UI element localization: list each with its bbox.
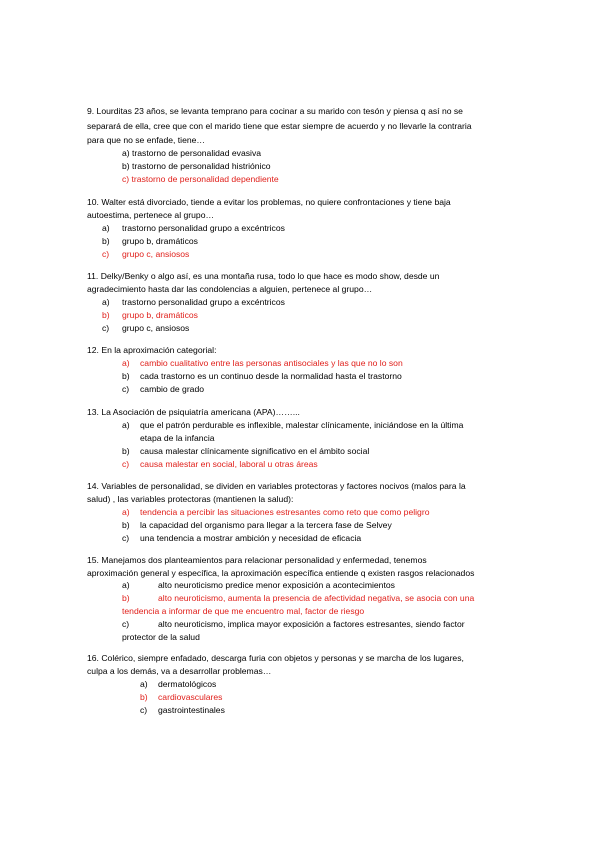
- option-c-continued: protector de la salud: [122, 632, 200, 642]
- option-letter: b): [122, 593, 130, 603]
- option-letter: a): [122, 420, 130, 430]
- option-b-continued: tendencia a informar de que me encuentro mal, factor de riesgo: [122, 606, 365, 616]
- option-letter: c): [140, 705, 148, 715]
- option-letter: a): [102, 223, 110, 233]
- option-a: trastorno personalidad grupo a excéntricos: [122, 223, 285, 233]
- question-text: culpa a los demás, va a desarrollar problemas…: [87, 666, 272, 676]
- option-letter: b): [102, 236, 110, 246]
- question-text: 14. Variables de personalidad, se dividen en variables protectoras y factores nocivos (malos para la: [87, 481, 466, 491]
- option-b-correct: alto neuroticismo, aumenta la presencia de afectividad negativa, se asocia con una: [158, 593, 475, 603]
- option-letter: b): [122, 446, 130, 456]
- option-letter: b): [122, 520, 130, 530]
- option-a-correct: tendencia a percibir las situaciones estresantes como reto que como peligro: [140, 507, 430, 517]
- option-a: que el patrón perdurable es inflexible, malestar clínicamente, iniciándose en la última: [140, 420, 464, 430]
- option-letter: c): [122, 619, 130, 629]
- question-text: 12. En la aproximación categorial:: [87, 345, 217, 355]
- option-c: cambio de grado: [140, 384, 205, 394]
- option-b: cada trastorno es un continuo desde la normalidad hasta el trastorno: [140, 371, 402, 381]
- option-letter: c): [102, 249, 110, 259]
- option-letter: a): [122, 580, 130, 590]
- question-text: separará de ella, cree que con el marido tiene que estar siempre de acuerdo y no llevarle la contraria: [87, 121, 472, 131]
- option-letter: c): [122, 384, 130, 394]
- option-c: grupo c, ansiosos: [122, 323, 190, 333]
- question-text: agradecimiento hasta dar las condolencias a alguien, pertenece al grupo…: [87, 284, 373, 294]
- option-a-correct: cambio cualitativo entre las personas antisociales y las que no lo son: [140, 358, 403, 368]
- option-c-correct: causa malestar en social, laboral u otras áreas: [140, 459, 318, 469]
- option-letter: a): [122, 507, 130, 517]
- option-letter: a): [122, 358, 130, 368]
- option-b: la capacidad del organismo para llegar a la tercera fase de Selvey: [140, 520, 392, 530]
- option-letter: a): [102, 297, 110, 307]
- question-text: para que no se enfade, tiene…: [87, 135, 206, 145]
- option-letter: b): [102, 310, 110, 320]
- option-a: dermatológicos: [158, 679, 217, 689]
- option-c: gastrointestinales: [158, 705, 225, 715]
- question-text: aproximación general y específica, la aproximación específica entiende q existen rasgos relacionados: [87, 568, 475, 578]
- question-text: 15. Manejamos dos planteamientos para relacionar personalidad y enfermedad, tenemos: [87, 555, 427, 565]
- option-a: trastorno personalidad grupo a excéntricos: [122, 297, 285, 307]
- option-letter: c): [122, 533, 130, 543]
- option-c-correct: grupo c, ansiosos: [122, 249, 190, 259]
- option-b: grupo b, dramáticos: [122, 236, 198, 246]
- option-letter: a): [140, 679, 148, 689]
- question-text: autoestima, pertenece al grupo…: [87, 210, 215, 220]
- option-letter: c): [102, 323, 110, 333]
- option-b-correct: cardiovasculares: [158, 692, 223, 702]
- question-text: 11. Delky/Benky o algo así, es una montaña rusa, todo lo que hace es modo show, desde un: [87, 271, 440, 281]
- option-a: alto neuroticismo predice menor exposición a acontecimientos: [158, 580, 395, 590]
- question-text: 9. Lourditas 23 años, se levanta temprano para cocinar a su marido con tesón y piensa q así no se: [87, 106, 463, 116]
- option-letter: b): [122, 371, 130, 381]
- question-text: 13. La Asociación de psiquiatría americana (APA)……...: [87, 407, 300, 417]
- option-b-correct: grupo b, dramáticos: [122, 310, 198, 320]
- option-b: b) trastorno de personalidad histriónico: [122, 161, 271, 171]
- option-a-continued: etapa de la infancia: [140, 433, 215, 443]
- option-letter: b): [140, 692, 148, 702]
- option-c: alto neuroticismo, implica mayor exposición a factores estresantes, siendo factor: [158, 619, 465, 629]
- option-c-correct: c) trastorno de personalidad dependiente: [122, 174, 279, 184]
- question-text: salud) , las variables protectoras (mantienen la salud):: [87, 494, 294, 504]
- option-c: una tendencia a mostrar ambición y necesidad de eficacia: [140, 533, 362, 543]
- option-b: causa malestar clínicamente significativo en el ámbito social: [140, 446, 370, 456]
- question-text: 16. Colérico, siempre enfadado, descarga furia con objetos y personas y se marcha de los lugares,: [87, 653, 464, 663]
- option-a: a) trastorno de personalidad evasiva: [122, 148, 262, 158]
- question-text: 10. Walter está divorciado, tiende a evitar los problemas, no quiere confrontaciones y tiene baja: [87, 197, 451, 207]
- option-letter: c): [122, 459, 130, 469]
